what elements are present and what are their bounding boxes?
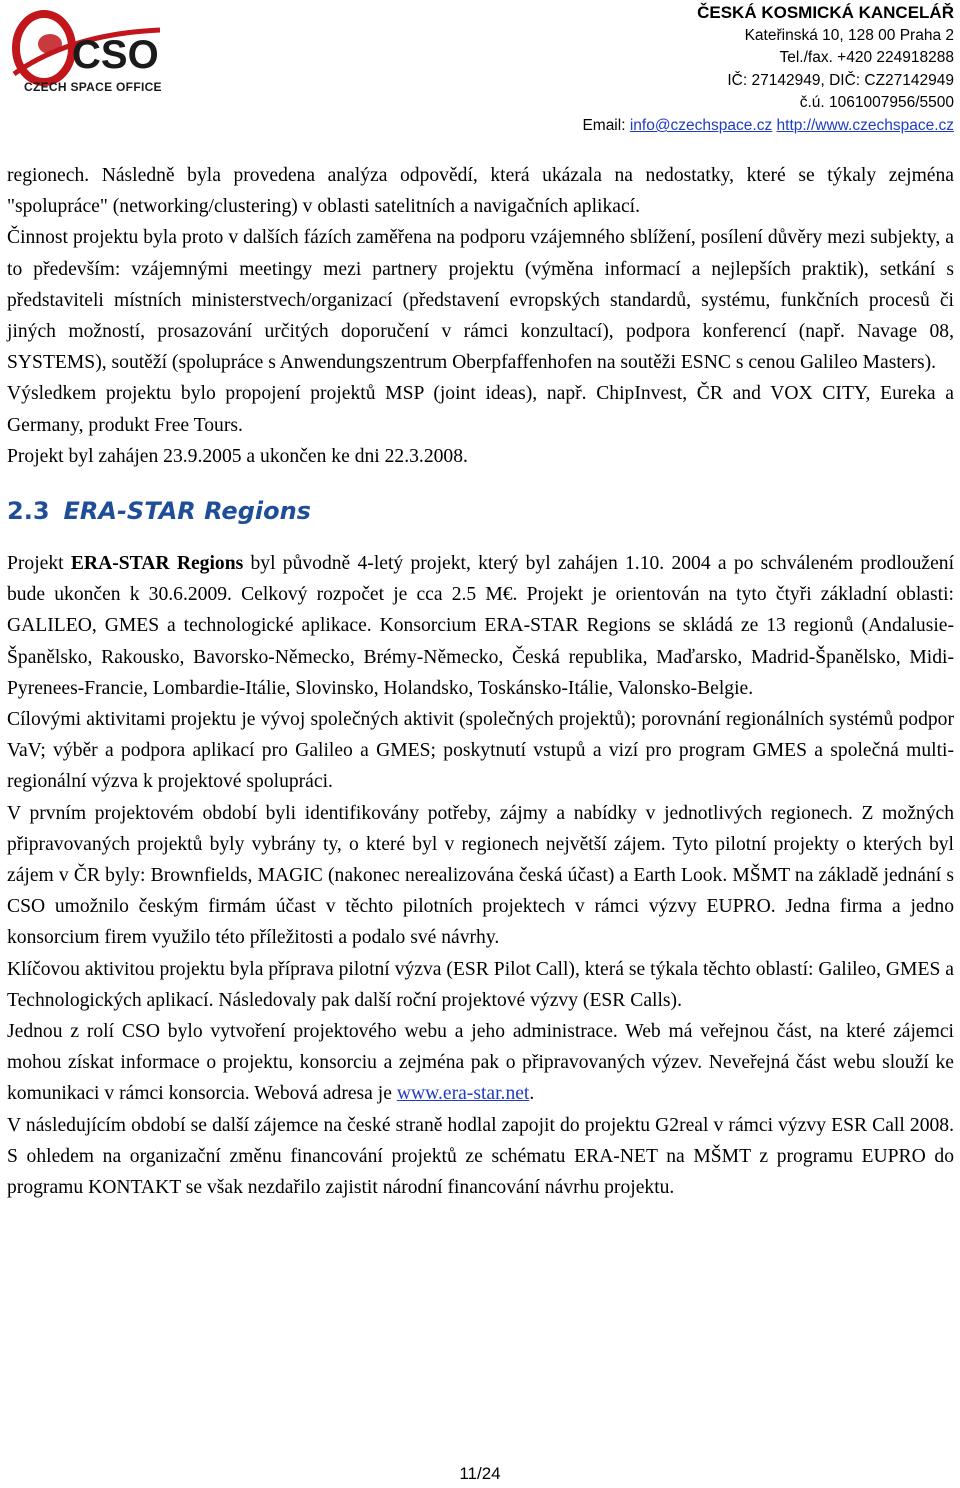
email-link[interactable]: info@czechspace.cz: [629, 116, 773, 134]
document-body: [7, 160, 954, 1203]
web-para-text: Jednou z rolí CSO bylo vytvoření projektového webu a jeho administrace. Web má veřejnou část, na které zájemci mohou získat informace o projektu, konsorciu a zejména pak o připravovaných výzev. Neveřejná část webu slouží ke komunikaci v rámci konsorcia. Webová adresa je: [7, 1021, 954, 1105]
era-star-link[interactable]: www.era-star.net: [396, 1083, 530, 1105]
paragraph-web: [7, 1016, 954, 1110]
paragraph: V následujícím období se další zájemce na české straně hodlal zapojit do projektu G2real v rámci výzvy ESR Call 2008. S ohledem na organizační změnu financování projektů ze schématu ERA-NET na MŠMT z programu EUPRO do programu KONTAKT se však nezdařilo zajistit národní financování návrhu projektu.: [7, 1114, 954, 1199]
paragraph: Cílovými aktivitami projektu je vývoj společných aktivit (společných projektů); porovnání regionálních systémů podpor VaV; výběr a podpora aplikací pro Galileo a GMES; poskytnutí vstupů a vizí pro program GMES a společná multi-regionální výzva k projektové spolupráci.: [7, 709, 954, 793]
paragraph: V prvním projektovém období byli identifikovány potřeby, zájmy a nabídky v jednotlivých regionech. Z možných připravovaných projektů byly vybrány ty, o které byl v regionech největší zájem. Tyto pilotní projekty o kterých byl zájem v ČR byly: Brownfields, MAGIC (nakonec nerealizována česká účast) a Earth Look. MŠMT na základě jednání s CSO umožnilo českým firmám účast v těchto pilotních projektech v rámci výzvy EUPRO. Jedna firma a jedno konsorcium firem využilo této příležitosti a podalo své návrhy.: [7, 802, 954, 949]
logo-text: CSO: [72, 33, 159, 77]
contact-block: [582, 2, 954, 138]
address: Kateřinská 10, 128 00 Praha 2: [744, 26, 954, 44]
paragraph: regionech. Následně byla provedena analýza odpovědí, která ukázala na nedostatky, které se týkaly zejména "spolupráce" (networking/clustering) v oblasti satelitních a navigačních aplikací.: [7, 165, 954, 218]
paragraph: Výsledkem projektu bylo propojení projektů MSP (joint ideas), např. ChipInvest, ČR and VOX CITY, Eureka a Germany, produkt Free Tours.: [7, 383, 954, 436]
section-number: 2.3: [7, 497, 50, 526]
letterhead: [0, 0, 960, 140]
page-number: 11/24: [459, 1464, 501, 1483]
section-title: ERA-STAR Regions: [63, 497, 311, 526]
era-intro-rest: byl původně 4-letý projekt, který byl zahájen 1.10. 2004 a po schváleném prodloužení bude ukončen k 30.6.2009. Celkový rozpočet je cca 2.5 M€. Projekt je orientován na tyto čtyři základní oblasti: GALILEO, GMES a technologické aplikace. Konsorcium ERA-STAR Regions se skládá ze 13 regionů (Andalusie-Španělsko, Rakousko, Bavorsko-Německo, Brémy-Německo, Česká republika, Maďarsko, Madrid-Španělsko, Midi-Pyrenees-Francie, Lombardie-Itálie, Slovinsko, Holandsko, Toskánsko-Itálie, Valonsko-Belgie.: [7, 553, 955, 699]
section-heading: [7, 496, 954, 526]
tax-ids: IČ: 27142949, DIČ: CZ27142949: [727, 71, 954, 89]
telfax: Tel./fax. +420 224918288: [779, 49, 954, 67]
logo-caption: CZECH SPACE OFFICE: [24, 80, 162, 94]
paragraph: Projekt byl zahájen 23.9.2005 a ukončen ke dni 22.3.2008.: [7, 445, 468, 467]
paragraph: Klíčovou aktivitou projektu byla příprava pilotní výzva (ESR Pilot Call), která se týkala těchto oblastí: Galileo, GMES a Technologických aplikací. Následovaly pak další roční projektové výzvy (ESR Calls).: [7, 958, 954, 1011]
web-link[interactable]: http://www.czechspace.cz: [776, 116, 954, 134]
web-para-end: .: [529, 1083, 535, 1105]
contact-links: [582, 115, 954, 138]
paragraph-era-intro: [7, 548, 954, 704]
paragraph: Činnost projektu byla proto v dalších fázích zaměřena na podporu vzájemného sblížení, posílení důvěry mezi subjekty, a to především: vzájemnými meetingy mezi partnery projektu (výměna informací a nejlepších praktik), setkání s představiteli místních ministerstvech/organizací (představení evropských standardů, systému, funkčních procesů či jiných možností, prosazování určitých doporučení v rámci konzultací), podpora konferencí (např. Navage 08, SYSTEMS), soutěží (spolupráce s Anwendungszentrum Oberpfaffenhofen na soutěži ESNC s cenou Galileo Masters).: [7, 227, 954, 374]
email-label: Email:: [582, 116, 626, 134]
bank-account: č.ú. 1061007956/5500: [799, 94, 954, 112]
era-intro-prefix: Projekt: [7, 553, 71, 575]
org-name: ČESKÁ KOSMICKÁ KANCELÁŘ: [697, 3, 954, 22]
era-intro-bold: ERA-STAR Regions: [70, 553, 244, 575]
